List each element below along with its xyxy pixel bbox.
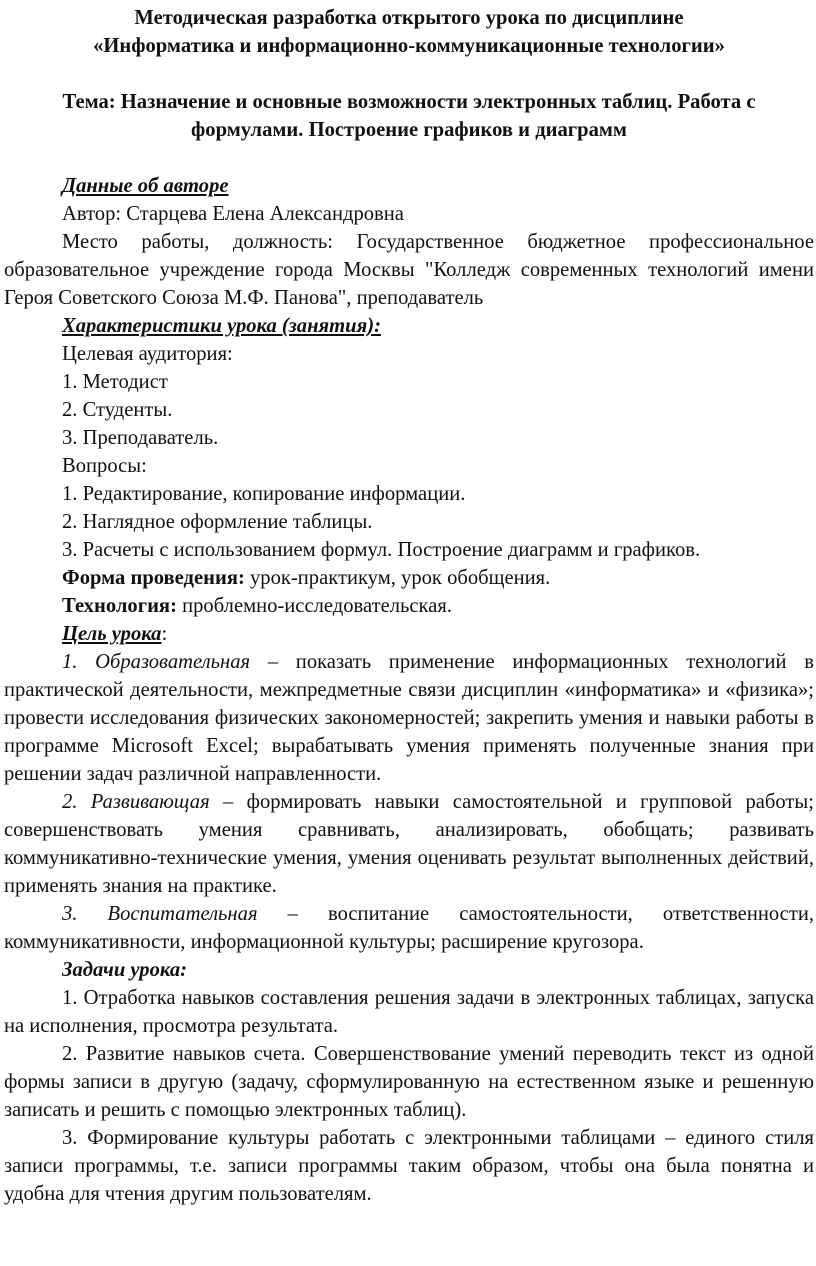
- goal-header-text: Цель урока: [62, 623, 162, 645]
- lesson-form: [4, 564, 814, 592]
- spacer: [4, 60, 814, 88]
- goal-item: [4, 788, 814, 900]
- goal-section-header: [4, 620, 814, 648]
- author-header-text: Данные об авторе: [62, 175, 229, 197]
- goal-item: [4, 900, 814, 956]
- tasks-section-header: [4, 956, 814, 984]
- questions-label: Вопросы:: [62, 455, 147, 477]
- lesson-form-value: урок-практикум, урок обобщения.: [244, 567, 551, 589]
- author-section-header: [4, 172, 814, 200]
- spacer: [4, 144, 814, 172]
- question-item: 2. Наглядное оформление таблицы.: [62, 511, 373, 533]
- goal-item-text: – показать применение информационных технологий в практической деятельности, межпредметные связи дисциплин «информатика» и «физика»; провести исследования физических закономерностей; закрепить умения и навыки работы в программе Microsoft Excel; вырабатывать умения применять полученные знания при решении задач различной направленности.: [4, 651, 814, 785]
- task-item: 1. Отработка навыков составления решения задачи в электронных таблицах, запуска на исполнения, просмотра результата.: [4, 987, 814, 1037]
- question-item: 3. Расчеты с использованием формул. Построение диаграмм и графиков.: [62, 539, 701, 561]
- task-item: 2. Развитие навыков счета. Совершенствование умений переводить текст из одной формы записи в другую (задачу, сформулированную на естественном языке и решенную записать и решить с помощью электронных таблиц).: [4, 1043, 814, 1121]
- lesson-technology-value: проблемно-исследовательская.: [176, 595, 452, 617]
- lesson-header-text: Характеристики урока (занятия):: [62, 315, 381, 337]
- goal-item-text: – воспитание самостоятельности, ответственности, коммуникативности, информационной культуры; расширение кругозора.: [4, 903, 814, 953]
- audience-label: Целевая аудитория:: [62, 343, 233, 365]
- question-item: 1. Редактирование, копирование информации.: [62, 483, 466, 505]
- audience-item: 3. Преподаватель.: [62, 427, 219, 449]
- lesson-technology: [4, 592, 814, 620]
- tasks-header-text: Задачи урока:: [62, 959, 187, 981]
- goal-header-colon: :: [161, 623, 168, 645]
- document-title-line-2: «Информатика и информационно-коммуникационные технологии»: [93, 35, 725, 57]
- lesson-section-header: [4, 312, 814, 340]
- audience-item: 1. Методист: [62, 371, 168, 393]
- lesson-technology-label: Технология:: [62, 595, 177, 617]
- lesson-form-label: Форма проведения:: [62, 567, 245, 589]
- goal-item-text: – формировать навыки самостоятельной и групповой работы; совершенствовать умения сравнивать, анализировать, обобщать; развивать коммуникативно-технические умения, умения оценивать результат выполненных действий, применять знания на практике.: [4, 791, 814, 897]
- author-workplace: Место работы, должность: Государственное бюджетное профессиональное образовательное учреждение города Москвы "Колледж современных технологий имени Героя Советского Союза М.Ф. Панова", преподаватель: [4, 231, 814, 309]
- goal-item: [4, 648, 814, 788]
- audience-item: 2. Студенты.: [62, 399, 173, 421]
- goal-item-label: 3. Воспитательная: [62, 903, 258, 925]
- task-item: 3. Формирование культуры работать с электронными таблицами – единого стиля записи программы, т.е. записи программы таким образом, чтобы она была понятна и удобна для чтения другим пользователям.: [4, 1127, 814, 1205]
- goal-item-label: 1. Образовательная: [62, 651, 251, 673]
- document-title-line-1: Методическая разработка открытого урока по дисциплине: [134, 7, 684, 29]
- author-name: Автор: Старцева Елена Александровна: [62, 203, 404, 225]
- lesson-topic: Тема: Назначение и основные возможности электронных таблиц. Работа с формулами. Построение графиков и диаграмм: [62, 91, 756, 141]
- goal-item-label: 2. Развивающая: [62, 791, 210, 813]
